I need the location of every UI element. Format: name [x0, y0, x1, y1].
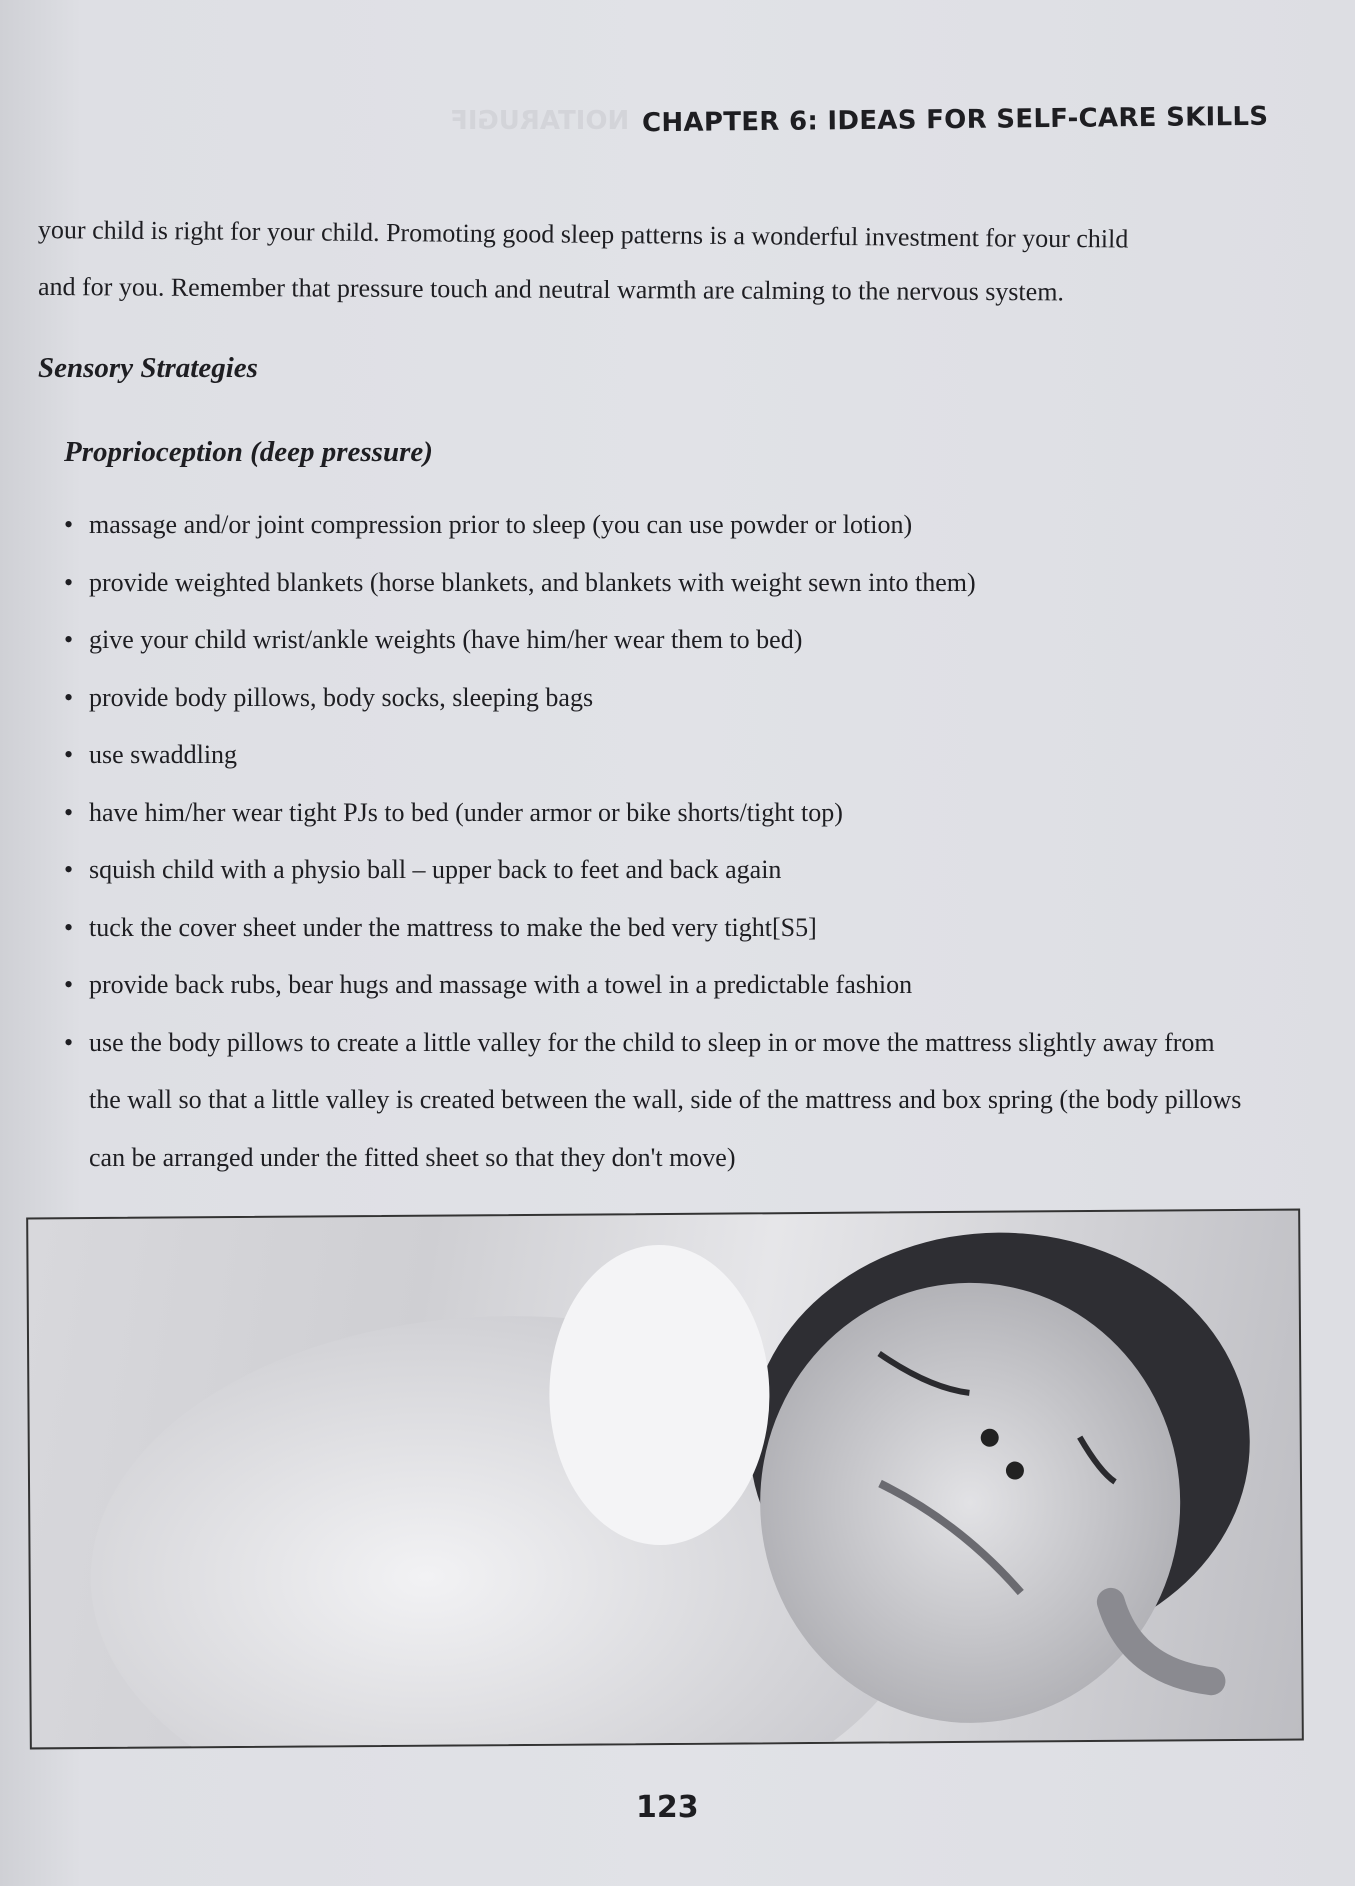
list-item: • use the body pillows to create a little valley for the child to sleep in or move the mattress slightly away from the wall so that a little valley is created between the wall, side of the mattress and box spring (the body pillows can be arranged under the fitted sheet so that they don't move)	[64, 1014, 1244, 1187]
bullet-icon: •	[64, 567, 74, 597]
list-item: • tuck the cover sheet under the mattress to make the bed very tight[S5]	[64, 899, 1244, 957]
list-item: • use swaddling	[64, 726, 1244, 784]
bullet-icon: •	[64, 740, 74, 769]
page-number: 123	[636, 1790, 699, 1825]
bullet-icon: •	[64, 855, 74, 884]
bullet-icon: •	[64, 797, 74, 827]
bleed-through-text: NOITARUGIF	[450, 106, 630, 136]
list-item: • have him/her wear tight PJs to bed (under armor or bike shorts/tight top)	[64, 784, 1244, 842]
list-item: • squish child with a physio ball – upper back to feet and back again	[64, 841, 1244, 899]
pillow	[548, 1244, 770, 1546]
section-title: Sensory Strategies	[38, 352, 258, 384]
bullet-icon: •	[64, 510, 74, 539]
hand	[1111, 1601, 1212, 1682]
intro-line-2: and for you. Remember that pressure touch and neutral warmth are calming to the nervous system.	[37, 272, 1065, 307]
list-item: • provide body pillows, body socks, sleeping bags	[64, 669, 1244, 727]
list-item: • massage and/or joint compression prior to sleep (you can use powder or lotion)	[64, 496, 1244, 554]
strategy-list	[64, 496, 1244, 1186]
bullet-icon: •	[64, 912, 74, 942]
list-item: • provide back rubs, bear hugs and massage with a towel in a predictable fashion	[64, 956, 1244, 1014]
bullet-icon: •	[64, 970, 74, 999]
sleeping-child-illustration	[28, 1211, 1302, 1748]
bullet-icon: •	[64, 682, 74, 712]
bullet-icon: •	[64, 1027, 74, 1057]
face	[759, 1281, 1182, 1724]
subsection-title: Proprioception (deep pressure)	[64, 436, 433, 468]
sleeping-child-photo	[26, 1209, 1304, 1750]
list-item: • provide weighted blankets (horse blankets, and blankets with weight sewn into them)	[64, 554, 1244, 612]
intro-line-1: your child is right for your child. Promoting good sleep patterns is a wonderful investment for your child	[37, 215, 1129, 254]
list-item: • give your child wrist/ankle weights (have him/her wear them to bed)	[64, 611, 1244, 669]
chapter-header: CHAPTER 6: IDEAS FOR SELF-CARE SKILLS	[641, 101, 1269, 139]
bullet-icon: •	[64, 625, 74, 654]
